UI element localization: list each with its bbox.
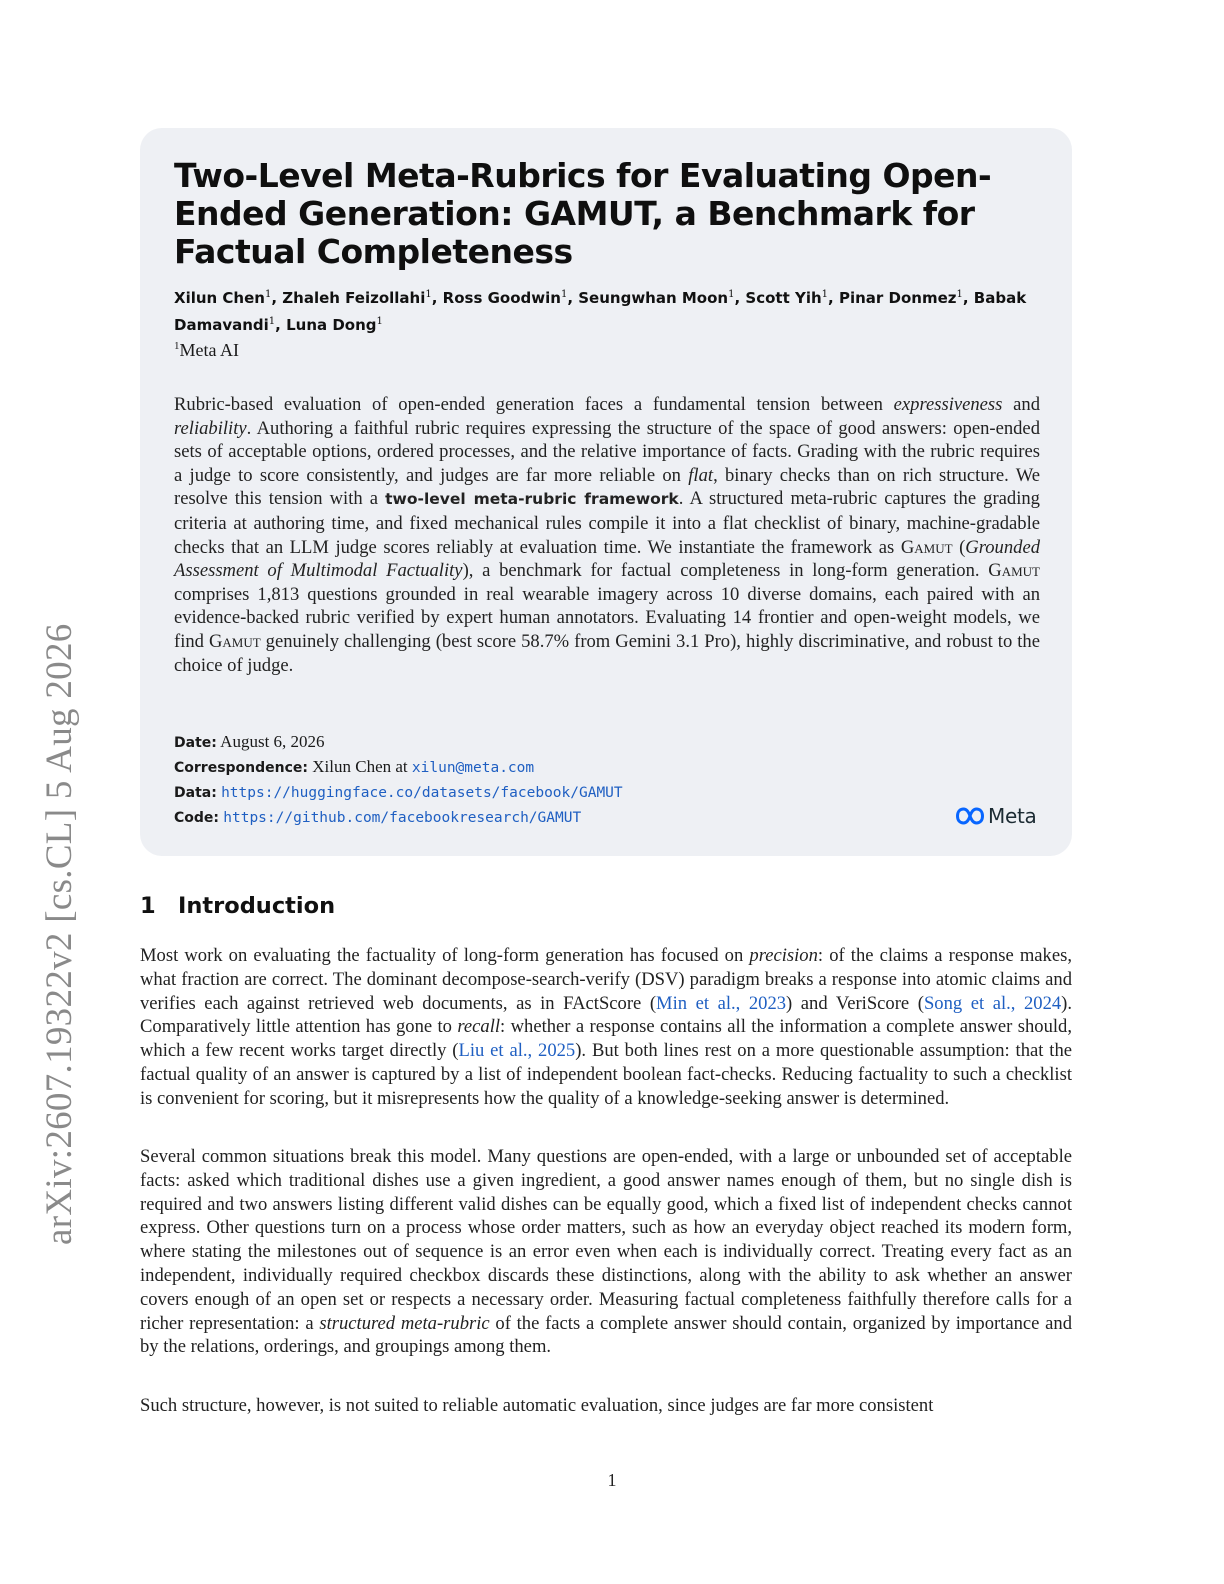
citation-link[interactable]: Min et al., 2023 bbox=[656, 992, 787, 1014]
code-link[interactable]: https://github.com/facebookresearch/GAMUT bbox=[223, 810, 582, 826]
metadata-block bbox=[174, 730, 874, 830]
data-row: Data: https://huggingface.co/datasets/facebook/GAMUT bbox=[174, 785, 623, 801]
intro-paragraph-3: Such structure, however, is not suited to reliable automatic evaluation, since judges are far more consistent bbox=[140, 1395, 934, 1416]
data-link[interactable]: https://huggingface.co/datasets/facebook/GAMUT bbox=[221, 785, 623, 801]
author: Zhaleh Feizollahi$^1$ bbox=[282, 289, 432, 307]
author: Scott Yih$^1$ bbox=[745, 289, 829, 307]
meta-infinity-icon bbox=[955, 807, 985, 825]
date-row: Date: August 6, 2026 bbox=[174, 732, 325, 751]
author: Luna Dong$^1$ bbox=[286, 316, 383, 334]
author: Babak Damavandi$^1$ bbox=[174, 289, 1027, 334]
author: Ross Goodwin$^1$ bbox=[442, 289, 568, 307]
section-heading: 1 Introduction bbox=[140, 893, 336, 919]
abstract: Rubric-based evaluation of open-ended generation faces a fundamental tension between expressiveness and reliability. Authoring a faithful rubric requires expressing the structure of the space of good answers: open-ended sets of acceptable options, ordered processes, and the relative importance of facts. Grading with the rubric requires a judge to score consistently, and judges are far more reliable on flat, binary checks than on rich structure. We resolve this tension with a two-level meta-rubric framework. A structured meta-rubric captures the grading criteria at authoring time, and fixed mechanical rules compile it into a flat checklist of binary, machine-gradable checks that an LLM judge scores reliably at evaluation time. We instantiate the framework as Gamut (Grounded Assessment of Multimodal Factuality), a benchmark for factual completeness in long-form generation. Gamut comprises 1,813 questions grounded in real wearable imagery across 10 diverse domains, each paired with an evidence-backed rubric verified by expert human annotators. Evaluating 14 frontier and open-weight models, we find Gamut genuinely challenging (best score 58.7% from Gemini 3.1 Pro), highly discriminative, and robust to the choice of judge. bbox=[174, 394, 1041, 676]
paper-title: Two-Level Meta-Rubrics for Evaluating Open-Ended Generation: GAMUT, a Benchmark for Factual Completeness bbox=[174, 156, 992, 271]
author: Seungwhan Moon$^1$ bbox=[578, 289, 735, 307]
citation-link[interactable]: Song et al., 2024 bbox=[923, 992, 1062, 1014]
meta-logo: Meta bbox=[955, 803, 1036, 829]
intro-paragraph-1: Most work on evaluating the factuality of long-form generation has focused on precision: of the claims a response makes, what fraction are correct. The dominant decompose-search-verify (DSV) paradigm breaks a response into atomic claims and verifies each against retrieved web documents, as in FActScore (Min et al., 2023) and VeriScore (Song et al., 2024). Comparatively little attention has gone to recall: whether a response contains all the information a complete answer should, which a few recent works target directly (Liu et al., 2025). But both lines rest on a more questionable assumption: that the factual quality of an answer is captured by a list of independent boolean fact-checks. Reducing factuality to such a checklist is convenient for scoring, but it misrepresents how the quality of a knowledge-seeking answer is determined. bbox=[140, 945, 1073, 1109]
correspondence-row: Correspondence: Xilun Chen at xilun@meta.com bbox=[174, 757, 535, 776]
citation-link[interactable]: Liu et al., 2025 bbox=[458, 1040, 576, 1062]
intro-paragraph-2: Several common situations break this model. Many questions are open-ended, with a large or unbounded set of acceptable facts: asked which traditional dishes use a given ingredient, a good answer names enough of them, but no single dish is required and two answers listing different valid dishes can be equally good, which a fixed list of independent checks cannot express. Other questions turn on a process whose order matters, such as how an everyday object reached its modern form, where stating the milestones out of sequence is an error even when each is individually correct. Treating every fact as an independent, individually required checkbox discards these distinctions, along with the ability to ask whether an answer covers enough of an open set or respects a necessary order. Measuring factual completeness faithfully therefore calls for a richer representation: a structured meta-rubric of the facts a complete answer should contain, organized by importance and by the relations, orderings, and groupings among them. bbox=[140, 1146, 1072, 1358]
affiliation: $^1$Meta AI bbox=[174, 340, 239, 360]
email-link[interactable]: xilun@meta.com bbox=[411, 760, 535, 776]
arxiv-stamp: arXiv:2607.19322v2 [cs.CL] 5 Aug 2026 bbox=[39, 623, 80, 1245]
page-number: 1 bbox=[607, 1470, 617, 1490]
author: Xilun Chen$^1$ bbox=[174, 289, 272, 307]
author-list: Xilun Chen$^1$, Zhaleh Feizollahi$^1$, Ross Goodwin$^1$, Seungwhan Moon$^1$, Scott Yih$^1$, Pinar Donmez$^1$, Babak Damavandi$^1$, Luna Dong$^1$ bbox=[174, 289, 1027, 334]
code-row: Code: https://github.com/facebookresearch/GAMUT bbox=[174, 810, 582, 826]
author: Pinar Donmez$^1$ bbox=[838, 289, 963, 307]
